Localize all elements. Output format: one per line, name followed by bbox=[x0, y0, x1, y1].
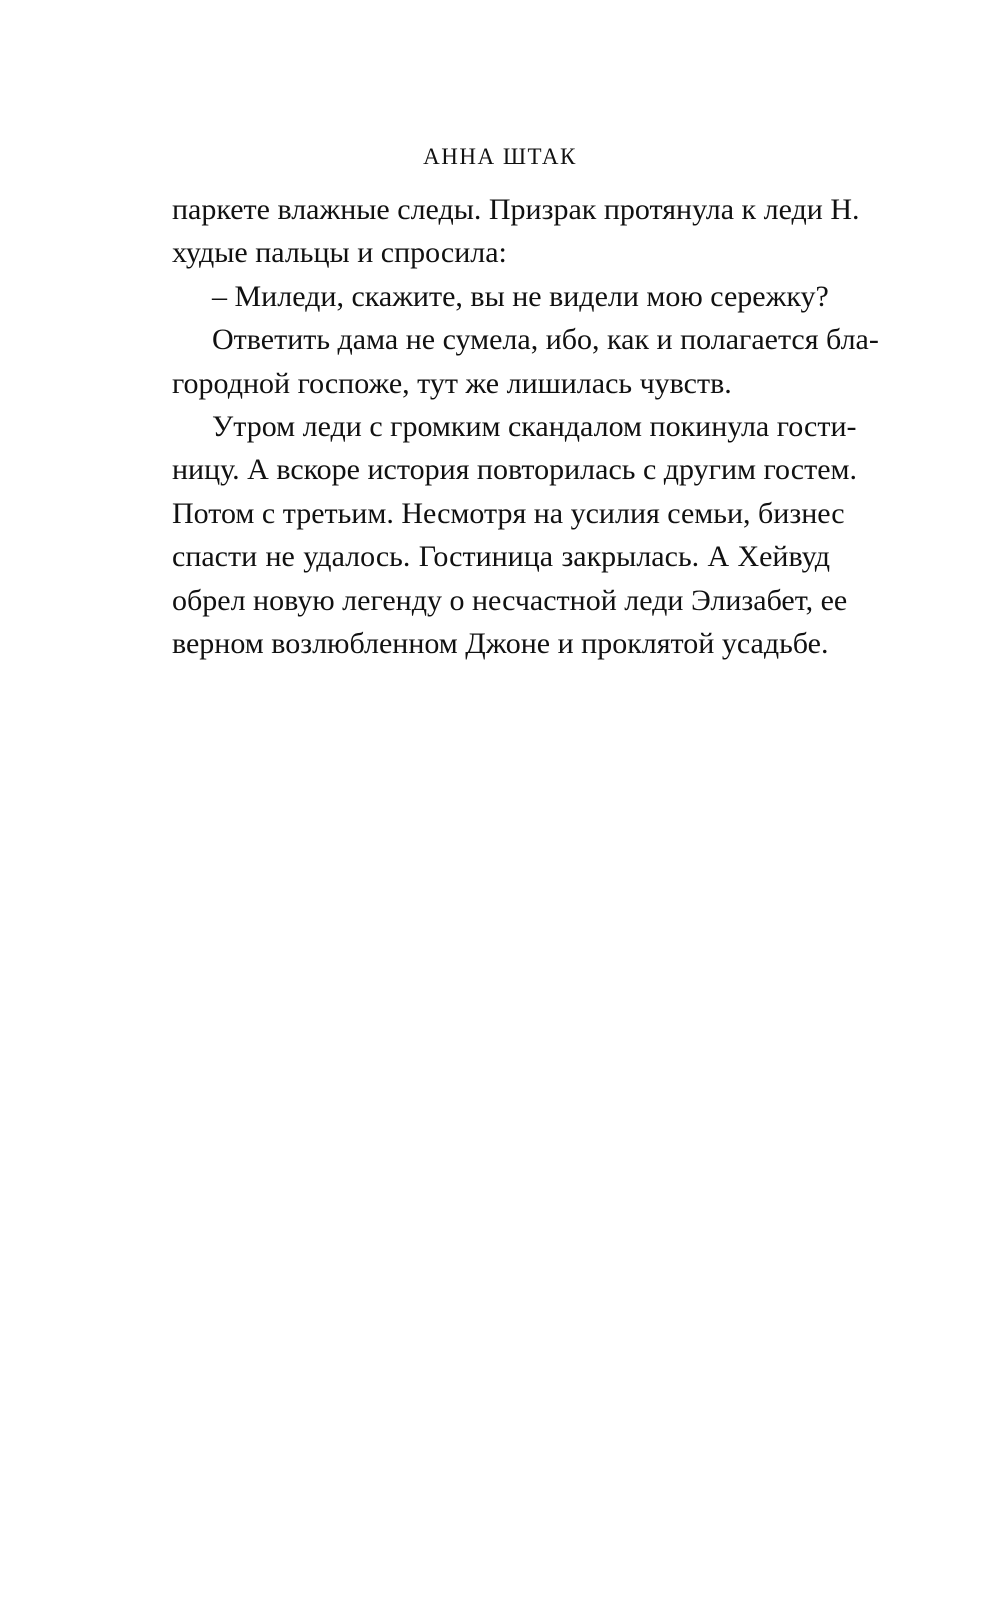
text-line: – Миледи, скажите, вы не видели мою сережку? bbox=[212, 279, 829, 313]
running-head-author: АННА ШТАК bbox=[423, 144, 577, 169]
page-body-text bbox=[172, 188, 879, 665]
text-line: верном возлюбленном Джоне и проклятой усадьбе. bbox=[172, 626, 829, 660]
text-line: паркете влажные следы. Призрак протянула к леди Н. bbox=[172, 193, 860, 226]
text-line: спасти не удалось. Гостиница закрылась. А Хейвуд bbox=[172, 540, 830, 574]
text-line: обрел новую легенду о несчастной леди Элизабет, ее bbox=[172, 583, 848, 617]
text-line: Ответить дама не сумела, ибо, как и полагается бла- bbox=[212, 323, 879, 357]
text-line: ницу. А вскоре история повторилась с другим гостем. bbox=[172, 453, 858, 487]
text-line: худые пальцы и спросила: bbox=[172, 236, 507, 270]
text-line: Потом с третьим. Несмотря на усилия семьи, бизнес bbox=[172, 496, 845, 530]
text-line: Утром леди с громким скандалом покинула гости- bbox=[212, 409, 857, 443]
text-line: городной госпоже, тут же лишилась чувств. bbox=[172, 366, 732, 400]
